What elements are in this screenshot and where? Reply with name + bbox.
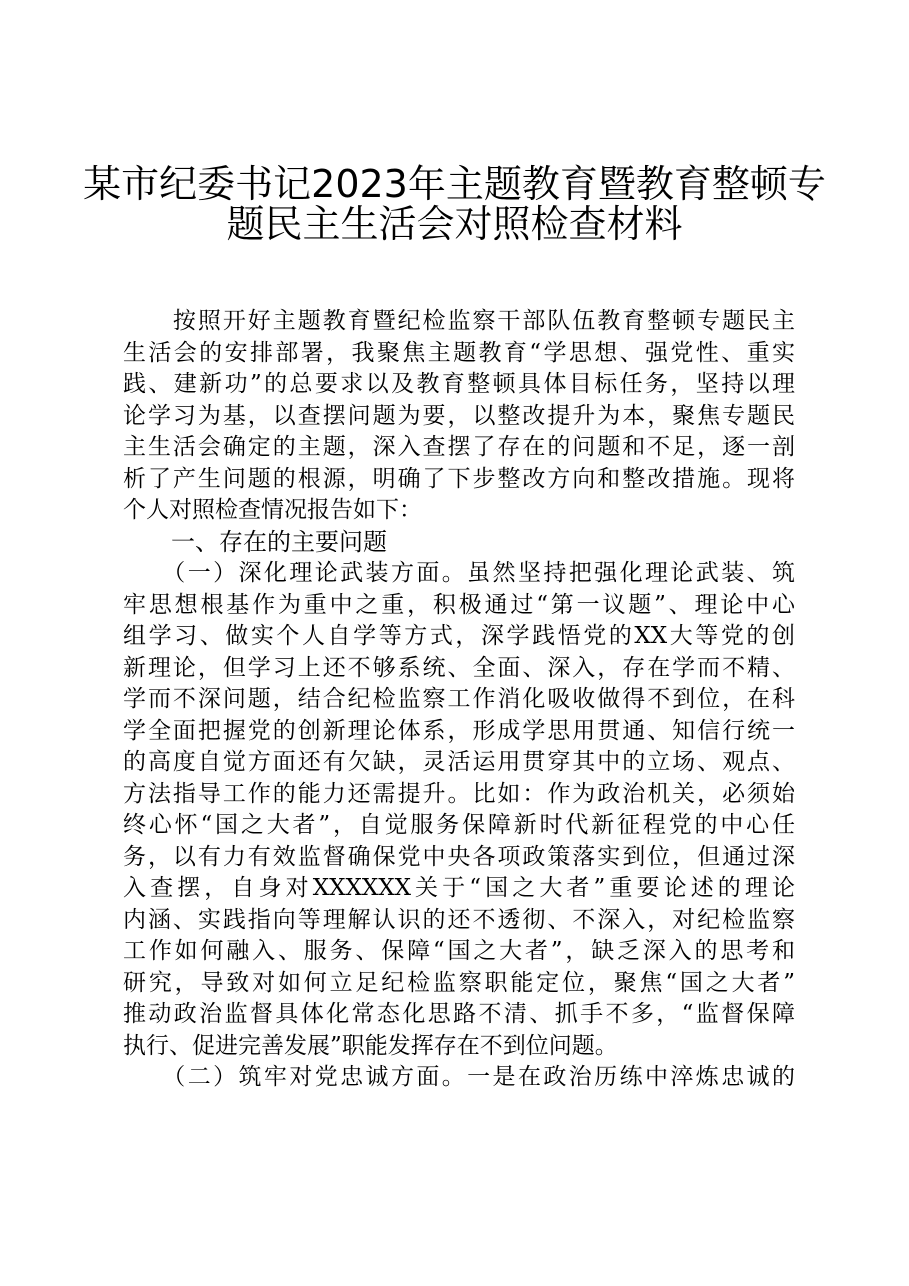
- paragraph-line: 终心怀“国之大者”，自觉服务保障新时代新征程党的中心任: [123, 812, 795, 838]
- document-title-line-1: 某市纪委书记2023年主题教育暨教育整顿专: [83, 162, 826, 206]
- paragraph-line: 生活会的安排部署，我聚焦主题教育“学思想、强党性、重实: [123, 339, 795, 366]
- paragraph-line: 工作如何融入、服务、保障“国之大者”，缺乏深入的思考和: [123, 938, 795, 964]
- paragraph-line: 新理论，但学习上还不够系统、全面、深入，存在学而不精、: [123, 654, 795, 681]
- section-heading: 一、存在的主要问题: [123, 527, 387, 556]
- paragraph-line: （一）深化理论武装方面。虽然坚持把强化理论武装、筑: [123, 560, 795, 586]
- paragraph-line: 组学习、做实个人自学等方式，深学践悟党的XX大等党的创: [123, 623, 795, 649]
- paragraph-line: 方法指导工作的能力还需提升。比如：作为政治机关，必须始: [123, 780, 795, 807]
- paragraph-line: 牢思想根基作为重中之重，积极通过“第一议题”、理论中心: [123, 591, 795, 618]
- paragraph-line: 的高度自觉方面还有欠缺，灵活运用贯穿其中的立场、观点、: [123, 749, 795, 775]
- paragraph-line: 内涵、实践指向等理解认识的还不透彻、不深入，对纪检监察: [123, 906, 795, 933]
- paragraph-line: 学而不深问题，结合纪检监察工作消化吸收做得不到位，在科: [123, 686, 795, 712]
- paragraph-line: 执行、促进完善发展”职能发挥存在不到位问题。: [123, 1032, 618, 1059]
- document-title-line-2: 题民主生活会对照检查材料: [226, 202, 683, 246]
- paragraph-line: 研究，导致对如何立足纪检监察职能定位，聚焦“国之大者”: [123, 969, 795, 996]
- paragraph-line: 推动政治监督具体化常态化思路不清、抓手不多，“监督保障: [123, 1001, 795, 1027]
- paragraph-line: 论学习为基，以查摆问题为要，以整改提升为本，聚焦专题民: [123, 402, 795, 429]
- paragraph-line: 主生活会确定的主题，深入查摆了存在的问题和不足，逐一剖: [123, 434, 795, 460]
- paragraph-line: 学全面把握党的创新理论体系，形成学思用贯通、知信行统一: [123, 717, 795, 744]
- paragraph-line: 析了产生问题的根源，明确了下步整改方向和整改措施。现将: [123, 465, 795, 492]
- paragraph-line: 个人对照检查情况报告如下：: [123, 497, 422, 523]
- paragraph-line: 按照开好主题教育暨纪检监察干部队伍教育整顿专题民主: [123, 308, 795, 334]
- paragraph-line: 入查摆，自身对XXXXXX关于“国之大者”重要论述的理论: [123, 875, 795, 901]
- document-body: [123, 306, 795, 1094]
- paragraph-line: （二）筑牢对党忠诚方面。一是在政治历练中淬炼忠诚的: [123, 1064, 795, 1090]
- paragraph-line: 务，以有力有效监督确保党中央各项政策落实到位，但通过深: [123, 843, 795, 870]
- paragraph-line: 践、建新功”的总要求以及教育整顿具体目标任务，坚持以理: [123, 371, 795, 397]
